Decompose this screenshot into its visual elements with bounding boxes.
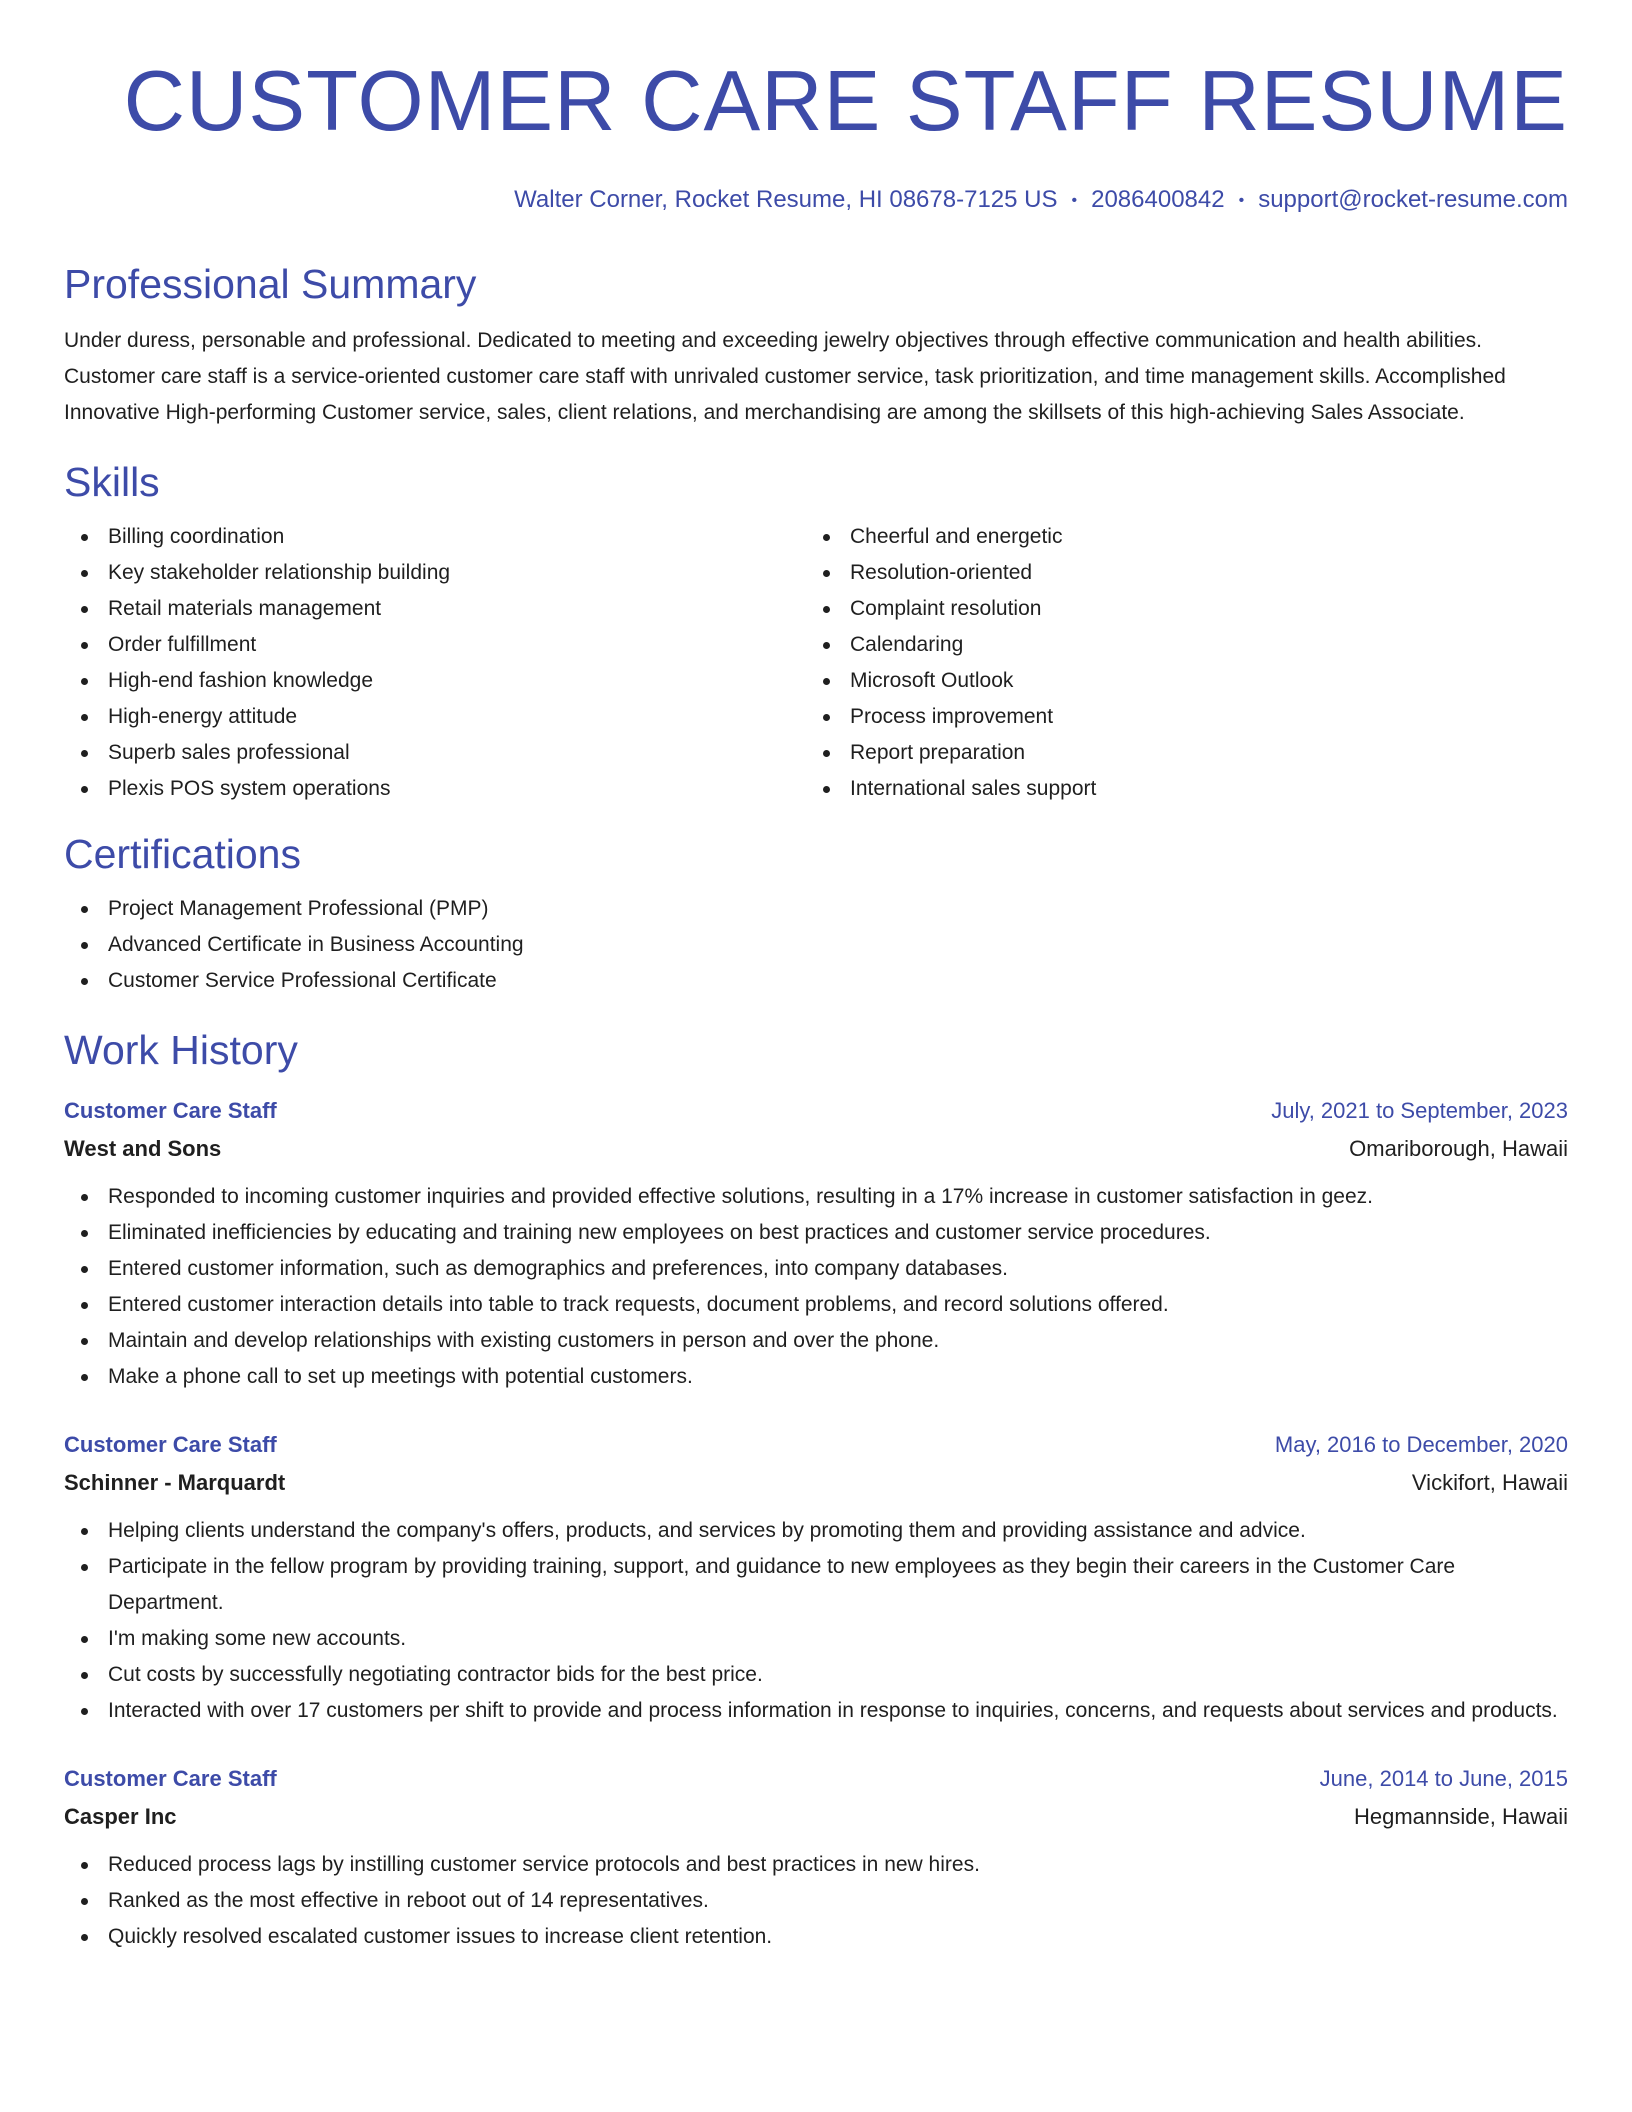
skills-section [64, 457, 1568, 807]
contact-line [64, 184, 1568, 217]
job-location: Vickifort, Hawaii [1411, 1469, 1568, 1495]
job-bullets [64, 1847, 1568, 1955]
job-company-row [64, 1463, 1568, 1503]
skill-item: Process improvement [806, 699, 1548, 735]
job-bullet: Make a phone call to set up meetings with potential customers. [64, 1359, 1568, 1395]
section-heading-summary: Professional Summary [64, 260, 477, 307]
skill-item: Billing coordination [64, 519, 806, 555]
job-bullets [64, 1179, 1568, 1395]
job-title: Customer Care Staff [64, 1431, 277, 1457]
contact-separator: • [1238, 191, 1245, 209]
skill-item: Microsoft Outlook [806, 663, 1548, 699]
skill-item: Complaint resolution [806, 591, 1548, 627]
contact-separator: • [1071, 191, 1078, 209]
contact-address: Walter Corner, Rocket Resume, HI 08678-7125 US [514, 186, 1058, 213]
certification-item: Project Management Professional (PMP) [64, 891, 1568, 927]
summary-text: Under duress, personable and professional. Dedicated to meeting and exceeding jewelry objectives through effective communication and health abilities. Customer care staff is a service-oriented customer care staff with unrivaled customer service, task prioritization, and time management skills. Accomplished Innovative High-performing Customer service, sales, client relations, and merchandising are among the skillsets of this high-achieving Sales Associate. [64, 328, 1506, 424]
job-title: Customer Care Staff [64, 1765, 277, 1791]
job-header-row [64, 1093, 1568, 1129]
skills-list-left [64, 519, 806, 807]
job-dates: June, 2014 to June, 2015 [1319, 1765, 1568, 1791]
job-bullet: I'm making some new accounts. [64, 1621, 1568, 1657]
resume-title: CUSTOMER CARE STAFF RESUME [123, 54, 1568, 149]
skill-item: High-energy attitude [64, 699, 806, 735]
work-history-section [64, 1025, 1568, 1955]
skill-item: International sales support [806, 771, 1548, 807]
skill-item: High-end fashion knowledge [64, 663, 806, 699]
job-company: Schinner - Marquardt [64, 1469, 286, 1495]
job-company-row [64, 1129, 1568, 1169]
job-company-row [64, 1797, 1568, 1837]
job-dates: May, 2016 to December, 2020 [1274, 1431, 1568, 1457]
job-bullet: Eliminated inefficiencies by educating and training new employees on best practices and customer service procedures. [64, 1215, 1568, 1251]
skill-item: Key stakeholder relationship building [64, 555, 806, 591]
contact-email: support@rocket-resume.com [1258, 186, 1568, 213]
job-bullet: Responded to incoming customer inquiries and provided effective solutions, resulting in a 17% increase in customer satisfaction in geez. [64, 1179, 1568, 1215]
skill-item: Calendaring [806, 627, 1548, 663]
job-bullet: Quickly resolved escalated customer issues to increase client retention. [64, 1919, 1568, 1955]
skill-item: Retail materials management [64, 591, 806, 627]
resume-header [64, 0, 1568, 217]
skills-grid [64, 519, 1568, 807]
job-bullet: Maintain and develop relationships with existing customers in person and over the phone. [64, 1323, 1568, 1359]
job-dates: July, 2021 to September, 2023 [1271, 1097, 1568, 1123]
job-location: Omariborough, Hawaii [1349, 1135, 1568, 1161]
job-bullet: Cut costs by successfully negotiating contractor bids for the best price. [64, 1657, 1568, 1693]
job-bullet: Ranked as the most effective in reboot out of 14 representatives. [64, 1883, 1568, 1919]
job-title: Customer Care Staff [64, 1097, 277, 1123]
job-location: Hegmannside, Hawaii [1354, 1803, 1568, 1829]
job-bullet: Entered customer information, such as demographics and preferences, into company databases. [64, 1251, 1568, 1287]
skills-list-right [806, 519, 1548, 807]
skill-item: Plexis POS system operations [64, 771, 806, 807]
job-header-row [64, 1761, 1568, 1797]
job-company: West and Sons [64, 1135, 222, 1161]
section-heading-certifications: Certifications [64, 830, 301, 877]
job-entry [64, 1093, 1568, 1395]
professional-summary-section [64, 259, 1568, 431]
job-company: Casper Inc [64, 1803, 177, 1829]
skill-item: Resolution-oriented [806, 555, 1548, 591]
certification-item: Customer Service Professional Certificate [64, 963, 1568, 999]
skill-item: Order fulfillment [64, 627, 806, 663]
skill-item: Superb sales professional [64, 735, 806, 771]
job-bullet: Helping clients understand the company's offers, products, and services by promoting them and providing assistance and advice. [64, 1513, 1568, 1549]
section-heading-work-history: Work History [64, 1026, 298, 1073]
job-header-row [64, 1427, 1568, 1463]
job-bullet: Reduced process lags by instilling customer service protocols and best practices in new hires. [64, 1847, 1568, 1883]
section-heading-skills: Skills [64, 458, 160, 505]
certifications-section [64, 829, 1568, 999]
job-entry [64, 1427, 1568, 1729]
job-bullet: Interacted with over 17 customers per shift to provide and process information in response to inquiries, concerns, and requests about services and products. [64, 1693, 1568, 1729]
job-bullet: Entered customer interaction details into table to track requests, document problems, and record solutions offered. [64, 1287, 1568, 1323]
contact-phone: 2086400842 [1091, 186, 1225, 213]
skill-item: Cheerful and energetic [806, 519, 1548, 555]
skill-item: Report preparation [806, 735, 1548, 771]
certification-item: Advanced Certificate in Business Accounting [64, 927, 1568, 963]
job-entry [64, 1761, 1568, 1955]
job-bullet: Participate in the fellow program by providing training, support, and guidance to new employees as they begin their careers in the Customer Care Department. [64, 1549, 1568, 1621]
certifications-list [64, 891, 1568, 999]
job-bullets [64, 1513, 1568, 1729]
